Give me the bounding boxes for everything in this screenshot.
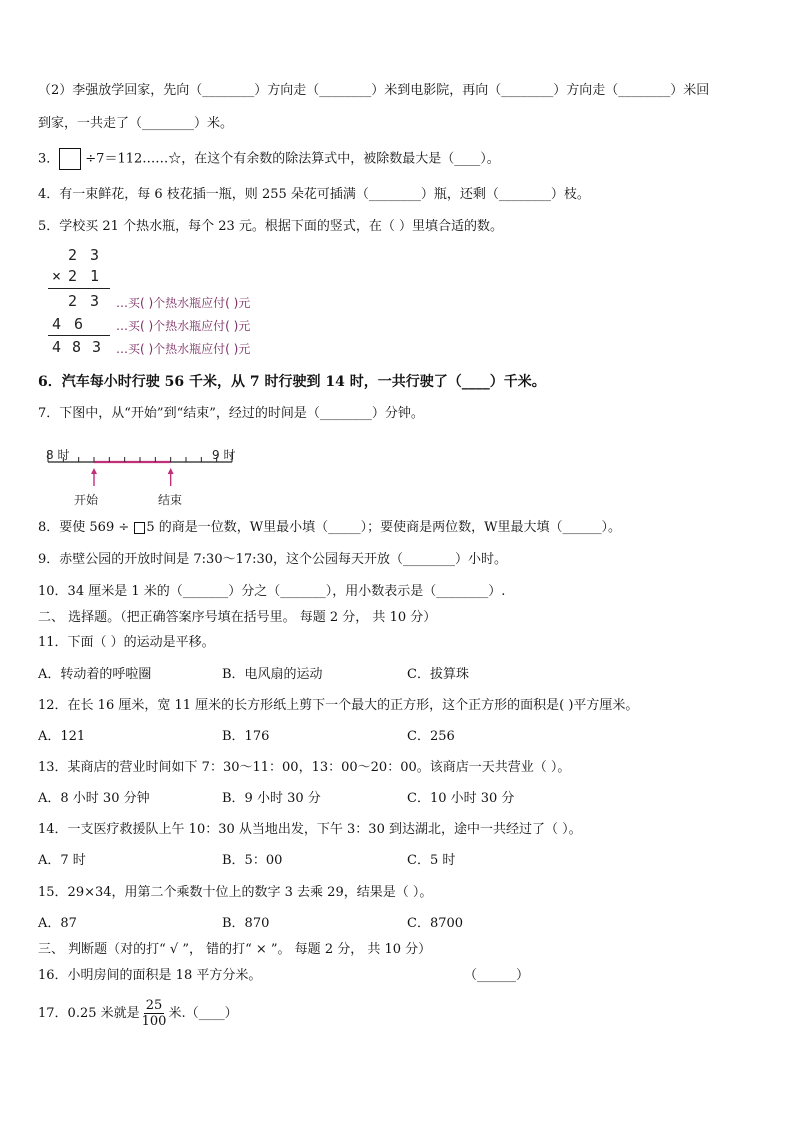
question-4: 4．有一束鲜花，每 6 枝花插一瓶，则 255 朵花可插满（________）瓶，还剩（________）枝。 — [38, 187, 590, 202]
sum-line — [48, 288, 110, 289]
product-note: …买( )个热水瓶应付( )元 — [116, 342, 251, 356]
end-label: 结束 — [158, 493, 183, 507]
q14-option-a: A．7 时 — [38, 853, 86, 868]
question-16: 16．小明房间的面积是 18 平方分米。 — [38, 968, 262, 983]
result-line — [48, 335, 110, 336]
q14-option-b: B．5：00 — [222, 853, 283, 868]
question-14: 14．一支医疗救援队上午 10：30 从当地出发，下午 3：30 到达湖北，途中一共经过了（ ）。 — [38, 822, 582, 837]
q13-option-a: A．8 小时 30 分钟 — [38, 791, 150, 806]
q12-option-b: B．176 — [222, 729, 270, 744]
q16-answer-blank: （______） — [464, 968, 530, 983]
digit: 2 — [68, 292, 78, 310]
q12-option-a: A．121 — [38, 729, 86, 744]
fraction — [142, 998, 167, 1029]
digit: 3 — [90, 246, 100, 264]
q3-text: ÷7＝112……☆，在这个有余数的除法算式中，被除数最大是（____）。 — [85, 151, 500, 167]
q14-option-c: C．5 时 — [407, 853, 456, 868]
fraction-numerator: 25 — [145, 998, 163, 1013]
q3-number: 3． — [38, 151, 60, 167]
question-10: 10．34 厘米是 1 米的（_______）分之（_______），用小数表示是（________）. — [38, 584, 506, 599]
start-label: 开始 — [74, 493, 99, 507]
digit: 3 — [92, 338, 102, 356]
q13-option-b: B．9 小时 30 分 — [222, 791, 321, 806]
question-12: 12．在长 16 厘米，宽 11 厘米的长方形纸上剪下一个最大的正方形，这个正方形的面积是( )平方厘米。 — [38, 698, 639, 713]
q17-suffix: 米.（____） — [168, 1006, 238, 1021]
q12-option-c: C．256 — [407, 729, 455, 744]
start-arrow-head — [91, 468, 97, 474]
question-11: 11．下面（ ）的运动是平移。 — [38, 635, 215, 650]
digit: 4 — [52, 338, 62, 356]
timeline-left-label: 8 时 — [46, 448, 70, 462]
digit: 6 — [74, 315, 84, 333]
q2-line2: 到家，一共走了（________）米。 — [38, 116, 234, 131]
q2-line1: （2）李强放学回家，先向（________）方向走（________）米到电影院，再向（________）方向走（________）米回 — [38, 83, 710, 98]
question-8 — [38, 519, 621, 537]
question-3 — [38, 148, 500, 170]
question-5: 5．学校买 21 个热水瓶，每个 23 元。根据下面的竖式，在（ ）里填合适的数。 — [38, 219, 504, 234]
digit: 4 — [52, 315, 62, 333]
question-6: 6．汽车每小时行驶 56 千米，从 7 时行驶到 14 时，一共行驶了（____）千米。 — [38, 374, 546, 390]
q15-option-a: A．87 — [38, 916, 77, 931]
q11-option-a: A．转动着的呼啦圈 — [38, 667, 152, 682]
question-15: 15．29×34，用第二个乘数十位上的数字 3 去乘 29，结果是（ ）。 — [38, 885, 433, 900]
q15-option-c: C．8700 — [407, 916, 464, 931]
q13-option-c: C．10 小时 30 分 — [407, 791, 515, 806]
digit: 3 — [90, 292, 100, 310]
section-3-heading: 三、 判断题（对的打“ √ ”， 错的打“ × ”。 每题 2 分， 共 10 分） — [38, 942, 432, 957]
question-17 — [38, 998, 238, 1029]
question-9: 9．赤壁公园的开放时间是 7:30～17:30，这个公园每天开放（________）小时。 — [38, 552, 508, 567]
dividend-box — [59, 148, 81, 170]
w-digit-box — [134, 522, 145, 534]
timeline-right-label: 9 时 — [212, 448, 236, 462]
digit: 2 — [68, 246, 78, 264]
fraction-denominator: 100 — [141, 1014, 167, 1029]
section-2-heading: 二、 选择题。（把正确答案序号填在括号里。 每题 2 分， 共 10 分） — [38, 610, 437, 625]
digit: 2 — [68, 267, 78, 285]
digit: 1 — [90, 267, 100, 285]
q11-option-b: B．电风扇的运动 — [222, 667, 323, 682]
partial-note-1: …买( )个热水瓶应付( )元 — [116, 296, 251, 310]
question-13: 13．某商店的营业时间如下 7：30～11：00，13：00～20：00。该商店一天共营业（ ）。 — [38, 760, 571, 775]
partial-note-2: …买( )个热水瓶应付( )元 — [116, 319, 251, 333]
timeline-figure — [44, 440, 254, 510]
q17-prefix: 17．0.25 米就是 — [38, 1006, 140, 1021]
q15-option-b: B．870 — [222, 916, 270, 931]
times-sign: × — [52, 267, 62, 285]
q11-option-c: C．拔算珠 — [407, 667, 469, 682]
q8-prefix: 8．要使 569 ÷ — [38, 520, 134, 535]
q8-text: 5 的商是一位数，W里最小填（_____）；要使商是两位数，W里最大填（______）。 — [146, 520, 622, 535]
question-7: 7．下图中，从“开始”到“结束”，经过的时间是（________）分钟。 — [38, 406, 424, 421]
vertical-multiplication-figure — [46, 246, 366, 356]
end-arrow-head — [168, 468, 174, 474]
digit: 8 — [72, 338, 82, 356]
